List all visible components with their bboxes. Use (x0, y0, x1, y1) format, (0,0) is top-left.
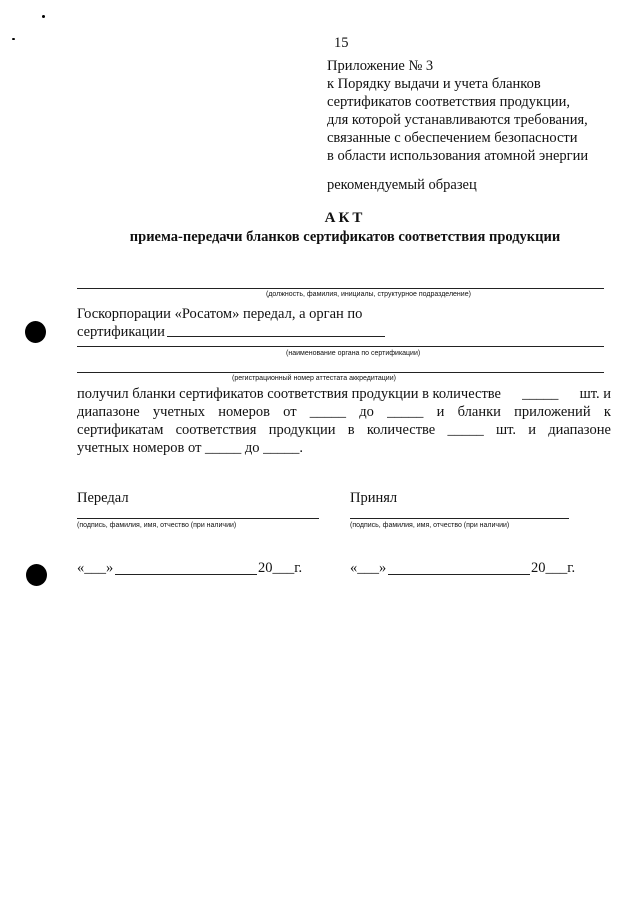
scan-dot-top-left (12, 38, 15, 40)
body-line-2 (77, 403, 611, 421)
body-word: от (283, 404, 297, 420)
form-line-2: сертификации (77, 324, 165, 340)
left-date-year: 20___г. (258, 560, 303, 576)
body-word: шт. (495, 422, 516, 438)
organ-line (77, 346, 604, 347)
appendix-line-2: сертификатов соответствия продукции, (327, 94, 570, 110)
body-word: и (528, 422, 536, 438)
punch-hole-lower (26, 564, 47, 586)
left-signature-line (77, 518, 319, 519)
body-word: соответствия (175, 422, 257, 438)
body-blank: _____ (309, 404, 347, 420)
page-number: 15 (334, 35, 349, 51)
caption-position: (должность, фамилия, инициалы, структурное подразделение) (266, 291, 471, 298)
body-word: приложений (514, 404, 591, 420)
body-word: номеров (218, 404, 270, 420)
body-word: и (436, 404, 445, 420)
body-word: учетных (152, 404, 205, 420)
scan-dot-top (42, 15, 45, 18)
body-blank: _____ (387, 404, 424, 420)
right-signature-line (350, 518, 569, 519)
left-date-day: «___» (77, 560, 114, 576)
body-word: количестве (366, 422, 436, 438)
body-word: сертификатам (77, 422, 164, 438)
body-blank: _____ (447, 422, 484, 438)
right-date-year: 20___г. (531, 560, 576, 576)
body-line-1-blank: _____ (522, 386, 559, 402)
body-word: бланки (457, 404, 501, 420)
caption-organ: (наименование органа по сертификации) (286, 350, 421, 357)
punch-hole-upper (25, 321, 46, 343)
body-word: диапазоне (548, 422, 611, 438)
appendix-title: Приложение № 3 (327, 58, 434, 74)
act-title: АКТ (324, 210, 366, 226)
organ-short-line (167, 336, 385, 337)
appendix-line-5: в области использования атомной энергии (327, 148, 589, 164)
right-signature-caption: (подпись, фамилия, имя, отчество (при наличии) (350, 522, 510, 529)
body-line-1 (77, 385, 611, 403)
accreditation-line (77, 372, 604, 373)
form-body (77, 385, 611, 457)
appendix-line-4: связанные с обеспечением безопасности (327, 130, 578, 146)
body-line-4: учетных номеров от _____ до _____. (77, 440, 304, 456)
appendix-line-3: для которой устанавливаются требования, (327, 112, 588, 128)
body-word: продукции (268, 422, 336, 438)
sample-note: рекомендуемый образец (327, 177, 477, 193)
body-word: диапазоне (77, 404, 140, 420)
caption-accreditation: (регистрационный номер аттестата аккредитации) (232, 375, 396, 382)
body-line-1-end: шт. и (579, 386, 611, 402)
left-signature-caption: (подпись, фамилия, имя, отчество (при наличии) (77, 522, 237, 529)
body-word: до (359, 404, 374, 420)
form-line-1: Госкорпорации «Росатом» передал, а орган по (77, 306, 363, 322)
position-line (77, 288, 604, 289)
body-word: в (347, 422, 355, 438)
body-line-3 (77, 421, 611, 439)
left-date-month-line (115, 574, 257, 575)
body-line-1-text: получил бланки сертификатов соответствия продукции в количестве (77, 386, 501, 402)
right-sign-label: Принял (350, 490, 398, 506)
appendix-line-1: к Порядку выдачи и учета бланков (327, 76, 541, 92)
left-sign-label: Передал (77, 490, 129, 506)
body-word: к (603, 404, 611, 420)
act-subtitle: приема-передачи бланков сертификатов соответствия продукции (129, 229, 561, 245)
right-date-day: «___» (350, 560, 387, 576)
right-date-month-line (388, 574, 530, 575)
